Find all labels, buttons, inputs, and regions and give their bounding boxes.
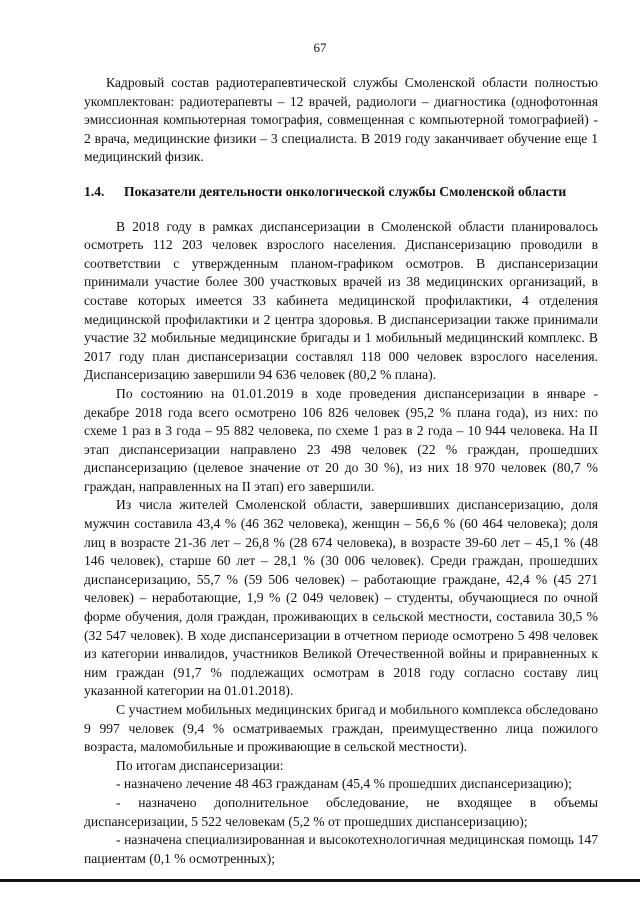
- paragraph-dispensary-plan: В 2018 году в рамках диспансеризации в Смоленской области планировалось осмотреть 112 203 человек взрослого населения. Диспансеризацию проводили в соответствии с утвержденным планом-графиком осмотров. В диспансеризации принимали участие более 300 участковых врачей из 38 медицинских организаций, в составе которых имеется 33 кабинета медицинской профилактики, 4 отделения медицинской профилактики и 2 центра здоровья. В диспансеризации также принимали участие 32 мобильные медицинские бригады и 1 мобильный медицинский комплекс. В 2017 году план диспансеризации составлял 118 000 человек взрослого населения. Диспансеризацию завершили 94 636 человек (80,2 % плана).: [84, 218, 598, 383]
- intro-paragraph: Кадровый состав радиотерапевтической службы Смоленской области полностью укомплектован: радиотерапевты – 12 врачей, радиологи – диагностика (однофотонная эмиссионная компьютерная томография, совмещенная с компьютерной томографией) - 2 врача, медицинские физики – 3 специалиста. В 2019 году заканчивает обучение еще 1 медицинский физик.: [84, 75, 598, 165]
- document-body: [84, 74, 598, 868]
- list-item-treatment: - назначено лечение 48 463 гражданам (45,4 % прошедших диспансеризацию);: [116, 776, 572, 792]
- paragraph-dispensary-demographics: Из числа жителей Смоленской области, завершивших диспансеризацию, доля мужчин составила 43,4 % (46 362 человека), женщин – 56,6 % (60 464 человека); доля лиц в возрасте 21-36 лет – 26,8 % (28 674 человека), в возрасте 39-60 лет – 45,1 % (48 146 человек), старше 60 лет – 28,1 % (30 006 человек). Среди граждан, прошедших диспансеризацию, 55,7 % (59 506 человек) – работающие граждане, 42,4 % (45 271 человек) – неработающие, 1,9 % (2 049 человек) – студенты, обучающиеся по очной форме обучения, доля граждан, проживающих в сельской местности, составила 30,5 % (32 547 человек). В ходе диспансеризации в отчетном периоде осмотрено 5 498 человек из категории инвалидов, участников Великой Отечественной войны и приравненных к ним граждан (91,7 % подлежащих осмотрам в 2018 году согласно составу лиц указанной категории на 01.01.2018).: [84, 497, 598, 699]
- list-item-additional-exam: - назначено дополнительное обследование, не входящее в объемы диспансеризации, 5 522 человекам (5,2 % от прошедших диспансеризацию);: [84, 794, 598, 829]
- bottom-rule: [0, 879, 640, 882]
- list-item-specialized-care: - назначена специализированная и высокотехнологичная медицинская помощь 147 пациентам (0,1 % осмотренных);: [84, 832, 598, 866]
- section-title: Показатели деятельности онкологической службы Смоленской области: [124, 183, 567, 199]
- paragraph-results-intro: По итогам диспансеризации:: [116, 757, 284, 773]
- paragraph-dispensary-status: По состоянию на 01.01.2019 в ходе проведения диспансеризации в январе - декабре 2018 года всего осмотрено 106 826 человек (95,2 % плана года), из них: по схеме 1 раз в 3 года – 95 882 человека, по схеме 1 раз в 2 года – 10 944 человека. На II этап диспансеризации направлено 23 498 человек (22 % граждан, прошедших диспансеризацию (целевое значение от 20 до 30 %), из них 18 970 человек (80,7 % граждан, направленных на II этап) его завершили.: [84, 385, 598, 494]
- section-number: 1.4.: [84, 183, 105, 199]
- page-number: 67: [313, 40, 327, 55]
- paragraph-mobile-teams: С участием мобильных медицинских бригад и мобильного комплекса обследовано 9 997 человек (9,4 % осматриваемых граждан, преимущественно лица пожилого возраста, маломобильные и проживающие в сельской местности).: [84, 702, 598, 755]
- section-heading: [84, 183, 598, 202]
